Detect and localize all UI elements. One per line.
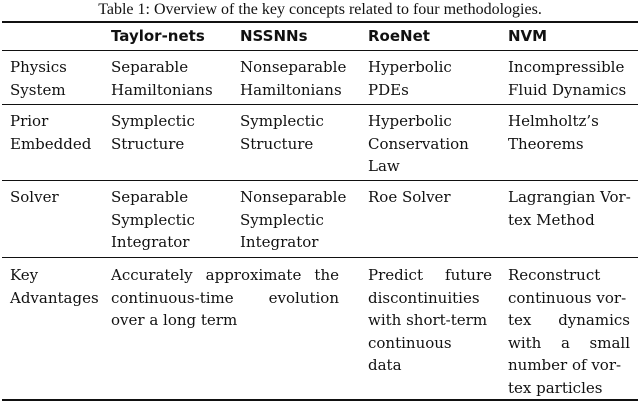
cell-line: Embedded [10, 134, 92, 153]
table-cell [508, 186, 630, 231]
cell-line: continuous vor- [508, 288, 627, 307]
cell-line: discontinuities [368, 288, 480, 307]
cell-line: data [368, 356, 402, 374]
cell-line: Roe Solver [368, 188, 451, 206]
cell-line: Separable [111, 58, 189, 76]
cell-line: Separable [111, 188, 189, 206]
cell-line: Lagrangian Vor- [508, 188, 631, 206]
cell-line: Reconstruct [508, 266, 601, 284]
table-cell [368, 110, 492, 178]
table-cell [508, 56, 630, 101]
cell-line: Hyperbolic [368, 112, 452, 130]
cell-line: Integrator [111, 233, 190, 251]
column-header-nvm: NVM [508, 27, 548, 45]
cell-line: Physics [10, 58, 67, 76]
table-cell-merged [111, 264, 339, 332]
column-header-roenet: RoeNet [368, 27, 430, 45]
cell-line: Symplectic [240, 112, 324, 130]
cell-line: with short-term [368, 311, 488, 329]
row-label-key-advantages [10, 264, 106, 309]
cell-line: Symplectic [240, 210, 324, 229]
cell-line: tex dynamics [508, 311, 630, 329]
cell-line: Accurately approximate the [111, 266, 339, 284]
cell-line: continuous [368, 333, 452, 352]
cell-line: Symplectic [111, 112, 195, 130]
cell-line: Prior [10, 112, 49, 130]
row-rule [2, 104, 638, 105]
cell-line: Solver [10, 188, 59, 206]
cell-line: Symplectic [111, 210, 195, 229]
table-cell [508, 110, 630, 155]
table-cell [368, 264, 492, 377]
cell-line: Theorems [508, 134, 584, 153]
cell-line: Structure [111, 134, 185, 153]
bottom-rule [2, 399, 638, 401]
column-header-nssnns: NSSNNs [240, 27, 308, 45]
cell-line: Helmholtz’s [508, 112, 599, 130]
cell-line: Nonseparable [240, 58, 347, 76]
cell-line: PDEs [368, 80, 409, 99]
cell-line: Incompressible [508, 58, 625, 76]
table-cell [240, 56, 364, 101]
table-caption: Table 1: Overview of the key concepts related to four methodologies. [98, 1, 542, 18]
cell-line: tex Method [508, 210, 595, 229]
table-cell [508, 264, 630, 399]
top-rule [2, 21, 638, 23]
cell-line: tex particles [508, 378, 603, 397]
cell-line: Structure [240, 134, 314, 153]
cell-line: continuous-time evolution [111, 288, 339, 307]
cell-line: Hamiltonians [111, 80, 213, 99]
cell-line: with a small [508, 333, 630, 352]
cell-line: Fluid Dynamics [508, 80, 627, 99]
cell-line: Hyperbolic [368, 58, 452, 76]
table-cell [368, 56, 492, 101]
table-cell [240, 110, 364, 155]
row-rule [2, 257, 638, 258]
row-label-physics-system [10, 56, 106, 101]
row-rule [2, 180, 638, 181]
table-cell [240, 186, 364, 254]
table-cell [368, 186, 492, 209]
cell-line: Nonseparable [240, 188, 347, 206]
cell-line: Law [368, 157, 400, 175]
column-header-taylor-nets: Taylor-nets [111, 27, 205, 45]
cell-line: number of vor- [508, 356, 622, 374]
cell-line: Integrator [240, 233, 319, 251]
cell-line: Hamiltonians [240, 80, 342, 99]
cell-line: over a long term [111, 311, 238, 329]
cell-line: Predict future [368, 266, 492, 284]
row-label-prior-embedded [10, 110, 106, 155]
cell-line: Key [10, 266, 39, 284]
cell-line: Advantages [10, 288, 99, 307]
header-rule [2, 50, 638, 51]
row-label-solver [10, 186, 106, 209]
cell-line: Conservation [368, 134, 469, 153]
cell-line: System [10, 80, 66, 99]
